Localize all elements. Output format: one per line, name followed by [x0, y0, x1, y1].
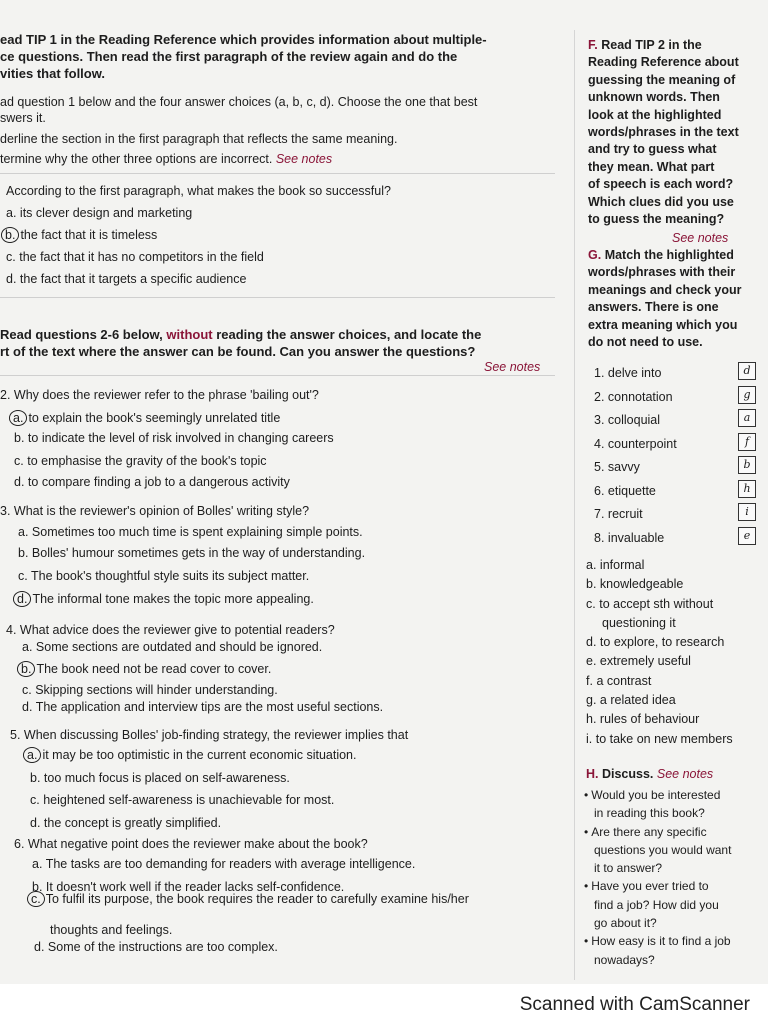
match-word	[594, 389, 673, 405]
meaning-item	[586, 633, 766, 652]
match-item	[594, 386, 756, 410]
meaning-item	[586, 710, 766, 729]
section-f-text: words/phrases in the text	[588, 125, 739, 140]
q3-question: 3. What is the reviewer's opinion of Bolles' writing style?	[0, 504, 310, 518]
meaning-item	[586, 595, 766, 614]
match-word	[594, 530, 664, 546]
option-text: too much focus is placed on self-awareness.	[43, 771, 290, 785]
q1-option-d	[6, 271, 246, 287]
match-word	[594, 459, 640, 475]
meaning-text: extremely useful	[599, 654, 691, 669]
match-item	[594, 503, 756, 527]
option-text: the fact that it has no competitors in the field	[19, 250, 264, 264]
answer-box[interactable]: g	[738, 386, 756, 404]
meaning-letter: b.	[586, 577, 597, 592]
option-letter: d.	[34, 940, 45, 954]
option-text: It doesn't work well if the reader lacks self-confidence.	[45, 880, 345, 894]
option-text: Some sections are outdated and should be ignored.	[35, 640, 323, 654]
meaning-text: to take on new members	[595, 731, 733, 746]
option-letter: c.	[22, 683, 32, 697]
meaning-letter: a.	[586, 558, 597, 572]
section-letter: H.	[586, 767, 599, 781]
option-text: to explain the book's seemingly unrelated title	[28, 411, 281, 425]
option-text: Skipping sections will hinder understanding.	[35, 683, 278, 697]
meaning-item	[586, 575, 766, 594]
q3-option-b	[18, 545, 365, 561]
option-letter: b.	[32, 880, 43, 894]
discuss-item: • How easy is it to find a job	[584, 932, 768, 950]
q2-option-c	[14, 453, 267, 469]
q5-question: 5. When discussing Bolles' job-finding strategy, the reviewer implies that	[10, 728, 409, 742]
q5-option-c	[30, 792, 334, 808]
meaning-text: to explore, to research	[599, 635, 725, 650]
match-num: 6.	[594, 483, 605, 498]
option-letter: a.	[18, 525, 29, 539]
option-letter: c.	[18, 569, 28, 583]
match-num: 7.	[594, 507, 605, 521]
q1-option-a	[6, 205, 192, 221]
option-letter: a.	[32, 857, 43, 871]
answer-circle: c.	[27, 891, 45, 907]
discuss-item: • Are there any specific	[584, 823, 768, 841]
q6-option-c	[32, 891, 469, 907]
meanings-list	[586, 556, 766, 749]
match-text: connotation	[607, 389, 673, 404]
option-text: The book's thoughtful style suits its subject matter.	[30, 569, 310, 583]
meaning-item	[586, 691, 766, 710]
option-text: To fulfil its purpose, the book requires the reader to carefully examine his/her	[45, 892, 469, 906]
match-word	[594, 506, 643, 522]
q6-question: 6. What negative point does the reviewer make about the book?	[14, 837, 368, 851]
q6-option-d	[34, 939, 278, 955]
meaning-letter: i.	[586, 731, 593, 746]
option-letter: c.	[14, 454, 24, 468]
discuss-item-continued: questions you would want	[594, 842, 732, 857]
section-h-title: Discuss.	[601, 767, 654, 781]
match-text: counterpoint	[607, 436, 677, 451]
section-f-text: Reading Reference about	[588, 55, 739, 70]
section-f-text: and try to guess what	[588, 142, 717, 157]
section-h-heading	[586, 766, 713, 782]
option-text: to compare finding a job to a dangerous activity	[27, 475, 290, 489]
option-text: The application and interview tips are the most useful sections.	[35, 700, 384, 714]
section-g-line	[588, 247, 766, 264]
option-letter: d.	[30, 816, 41, 830]
match-item	[594, 409, 756, 433]
match-word	[594, 436, 677, 452]
intro-line-3: vities that follow.	[0, 66, 105, 81]
meaning-text: to accept sth without	[599, 596, 714, 611]
section-g-text: extra meaning which you	[588, 317, 738, 332]
option-text: heightened self-awareness is unachievable for most.	[43, 793, 335, 807]
divider	[0, 297, 555, 298]
section-g-text: do not need to use.	[588, 335, 703, 350]
section-g-text: words/phrases with their	[588, 265, 736, 280]
discuss-item: • Have you ever tried to	[584, 877, 768, 895]
match-num: 1.	[594, 366, 605, 380]
q4-option-d	[22, 699, 383, 715]
discuss-item-continued: in reading this book?	[594, 806, 705, 821]
q4-option-b	[22, 661, 271, 677]
section-f-text: they mean. What part	[588, 159, 715, 174]
option-text: it may be too optimistic in the current economic situation.	[42, 748, 357, 762]
section-f-text: unknown words. Then	[588, 90, 720, 105]
match-text: etiquette	[607, 483, 656, 498]
q1-option-c	[6, 249, 264, 265]
discuss-item-continued: go about it?	[594, 916, 657, 931]
option-letter: b.	[30, 771, 41, 785]
match-num: 5.	[594, 460, 605, 474]
option-text: Bolles' humour sometimes gets in the way of understanding.	[31, 546, 366, 560]
answer-box[interactable]: i	[738, 503, 756, 521]
option-text: the concept is greatly simplified.	[43, 816, 222, 830]
column-divider	[574, 30, 575, 980]
see-notes-link[interactable]: See notes	[275, 152, 333, 166]
option-letter: b.	[14, 431, 25, 445]
q5-option-d	[30, 815, 221, 831]
match-item	[594, 456, 756, 480]
match-word	[594, 412, 660, 428]
option-letter: d.	[6, 272, 17, 286]
option-text: Sometimes too much time is spent explaining simple points.	[31, 525, 363, 539]
discuss-item: • Would you be interested	[584, 786, 768, 804]
meaning-item	[586, 556, 766, 575]
section-g-text: meanings and check your	[588, 282, 742, 297]
q6-option-a	[32, 856, 415, 872]
section-letter: F.	[588, 38, 598, 52]
q2-option-a	[14, 410, 280, 426]
option-text: to emphasise the gravity of the book's topic	[27, 454, 267, 468]
answer-circle: b.	[17, 661, 35, 677]
q3-option-d	[18, 591, 314, 607]
section-letter: G.	[588, 248, 602, 262]
match-text: invaluable	[607, 530, 665, 545]
answer-circle: d.	[13, 591, 31, 607]
answer-box[interactable]: b	[738, 456, 756, 474]
section-f-text: of speech is each word?	[588, 177, 734, 192]
match-num: 8.	[594, 530, 605, 545]
meaning-item-continued: questioning it	[602, 615, 676, 630]
see-notes-link[interactable]: See notes	[672, 231, 729, 245]
match-num: 3.	[594, 413, 605, 427]
section-f-text: look at the highlighted	[588, 107, 722, 122]
option-letter: c.	[6, 250, 16, 264]
option-text: The book need not be read cover to cover.	[36, 662, 272, 676]
match-item	[594, 527, 756, 551]
section-f-line	[588, 37, 766, 54]
match-word	[594, 365, 661, 381]
option-letter: a.	[6, 206, 17, 220]
match-num: 2.	[594, 389, 605, 404]
match-list	[594, 362, 756, 550]
section-f-text: Which clues did you use	[588, 194, 734, 209]
divider	[0, 375, 555, 376]
answer-box[interactable]: d	[738, 362, 756, 380]
option-text: The tasks are too demanding for readers with average intelligence.	[45, 857, 416, 871]
match-num: 4.	[594, 436, 605, 451]
option-letter: a.	[22, 640, 33, 654]
option-text: the fact that it targets a specific audience	[19, 272, 247, 286]
meaning-letter: c.	[586, 596, 596, 611]
intro-line-2: ce questions. Then read the first paragraph of the review again and do the	[0, 49, 458, 64]
answer-circle: a.	[23, 747, 41, 763]
q5-option-a	[28, 747, 356, 763]
step-line-4	[0, 151, 332, 167]
match-item	[594, 362, 756, 386]
step-line-1: ad question 1 below and the four answer choices (a, b, c, d). Choose the one that best	[0, 95, 478, 109]
meaning-item	[586, 652, 766, 671]
option-letter: b.	[18, 546, 29, 560]
section-f-text: Read TIP 2 in the	[601, 38, 702, 52]
match-text: savvy	[607, 460, 640, 474]
q1-question: According to the first paragraph, what makes the book so successful?	[6, 184, 391, 198]
q4-question: 4. What advice does the reviewer give to potential readers?	[6, 623, 335, 637]
answer-circle: a.	[9, 410, 27, 426]
step-line-2: swers it.	[0, 111, 46, 125]
answer-box[interactable]: h	[738, 480, 756, 498]
q1-option-b	[6, 227, 157, 243]
section-g-text: Match the highlighted	[604, 248, 734, 262]
read-questions-line-2: rt of the text where the answer can be found. Can you answer the questions?	[0, 344, 476, 359]
q3-option-c	[18, 568, 309, 584]
intro-line-1: ead TIP 1 in the Reading Reference which provides information about multiple-	[0, 32, 487, 47]
meaning-letter: h.	[586, 712, 597, 727]
meaning-letter: g.	[586, 693, 597, 708]
option-text: The informal tone makes the topic more appealing.	[32, 592, 314, 606]
emphasis-without: without	[166, 327, 213, 342]
section-g-text: answers. There is one	[588, 300, 719, 315]
option-letter: d.	[14, 475, 25, 489]
section-f	[588, 37, 766, 228]
read-questions-text: reading the answer choices, and locate the	[212, 327, 482, 342]
q5-option-b	[30, 770, 290, 786]
step-line-4-text: termine why the other three options are incorrect.	[0, 152, 273, 166]
match-text: recruit	[607, 507, 643, 521]
answer-box[interactable]: e	[738, 527, 756, 545]
section-g	[588, 247, 766, 351]
q3-option-a	[18, 524, 363, 540]
match-word	[594, 483, 656, 499]
meaning-text: a contrast	[596, 673, 652, 688]
meaning-text: informal	[599, 558, 645, 572]
q2-question: 2. Why does the reviewer refer to the phrase 'bailing out'?	[0, 388, 319, 402]
answer-circle: b.	[1, 227, 19, 243]
option-text: to indicate the level of risk involved in changing careers	[27, 431, 334, 445]
meaning-text: knowledgeable	[599, 577, 684, 592]
q6-option-c-continued: thoughts and feelings.	[50, 923, 173, 937]
option-letter: d.	[22, 700, 33, 714]
discuss-list	[584, 786, 768, 969]
answer-box[interactable]: f	[738, 433, 756, 451]
q2-option-b	[14, 430, 334, 446]
section-f-text: guessing the meaning of	[588, 72, 736, 87]
see-notes-link[interactable]: See notes	[656, 767, 714, 781]
answer-box[interactable]: a	[738, 409, 756, 427]
discuss-item-continued: it to answer?	[594, 861, 663, 876]
discuss-item-continued: nowadays?	[594, 952, 655, 967]
option-text: its clever design and marketing	[19, 206, 193, 220]
option-text: the fact that it is timeless	[20, 228, 158, 242]
divider	[0, 173, 555, 174]
read-questions-text: Read questions 2-6 below,	[0, 327, 167, 342]
see-notes-link[interactable]: See notes	[484, 360, 541, 374]
q2-option-d	[14, 474, 290, 490]
discuss-item-continued: find a job? How did you	[594, 897, 719, 912]
step-line-3: derline the section in the first paragraph that reflects the same meaning.	[0, 132, 398, 146]
meaning-text: rules of behaviour	[599, 712, 700, 727]
meaning-letter: d.	[586, 635, 597, 650]
right-column	[578, 0, 768, 980]
meaning-text: a related idea	[599, 693, 676, 708]
option-text: Some of the instructions are too complex.	[47, 940, 278, 954]
q4-option-c	[22, 682, 278, 698]
meaning-letter: e.	[586, 654, 597, 669]
meaning-letter: f.	[586, 673, 593, 688]
match-text: colloquial	[607, 413, 661, 427]
match-item	[594, 433, 756, 457]
q4-option-a	[22, 639, 322, 655]
section-f-text: to guess the meaning?	[588, 212, 725, 227]
match-item	[594, 480, 756, 504]
meaning-item	[586, 730, 766, 749]
read-questions-line-1	[0, 327, 481, 343]
camscanner-watermark: Scanned with CamScanner	[519, 994, 750, 1015]
meaning-item	[586, 672, 766, 691]
option-letter: c.	[30, 793, 40, 807]
match-text: delve into	[607, 366, 662, 380]
